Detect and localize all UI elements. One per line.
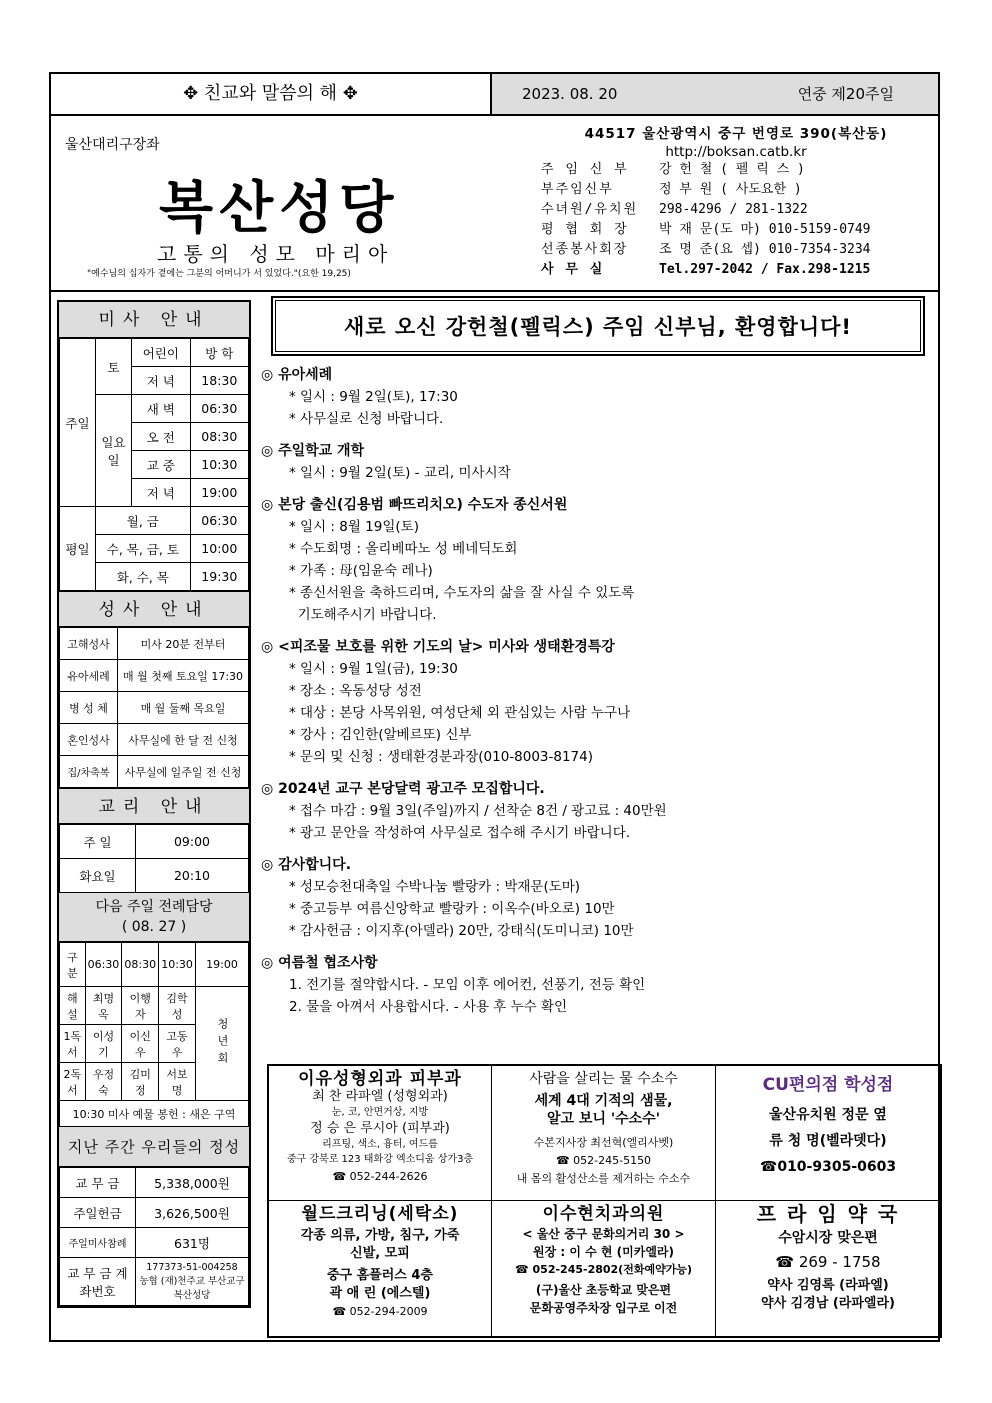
ad-line: 알고 보니 '수소수' — [547, 1111, 660, 1127]
mass-time: 18:30 — [190, 367, 248, 395]
liturgy-name: 이성기 — [85, 1025, 122, 1063]
account-holder: 복산성당 — [173, 1289, 211, 1301]
offering-value: 631명 — [136, 1228, 249, 1258]
account-label: 교 무 금 계좌번호 — [60, 1258, 136, 1306]
ads-grid — [267, 1064, 942, 1338]
notice-line: * 사무실로 신청 바랍니다. — [289, 411, 444, 427]
ad-pharmacy — [716, 1201, 940, 1336]
notice-line: * 가족 : 母(임윤숙 레나) — [289, 563, 433, 579]
banner-text: 새로 오신 강헌철(펠릭스) 주임 신부님, 환영합니다! — [275, 300, 921, 352]
sunday-day-label: 일요일 — [96, 395, 132, 507]
liturgy-col-header: 08:30 — [122, 943, 159, 987]
top-bar — [51, 74, 938, 116]
mass-schedule — [57, 300, 251, 1308]
sacrament-table — [59, 627, 249, 788]
notice-line: 1. 전기를 절약합시다. - 모임 이후 에어컨, 선풍기, 전등 확인 — [289, 977, 646, 993]
mass-time: 06:30 — [190, 395, 248, 423]
notice-line: * 접수 마감 : 9월 3일(주일)까지 / 선착순 8건 / 광고료 : 40만원 — [289, 803, 667, 819]
sacrament-title: 성사 안내 — [59, 591, 249, 627]
staff-label: 부주임신부 — [541, 182, 614, 197]
liturgy-name: 서보명 — [159, 1063, 196, 1101]
ad-line: ☎ 052-294-2009 — [332, 1305, 428, 1318]
catechism-day: 화요일 — [60, 859, 136, 893]
liturgy-col-header: 06:30 — [85, 943, 122, 987]
staff-row — [541, 220, 931, 240]
offering-name: 교 무 금 — [60, 1168, 136, 1198]
liturgy-name: 김학성 — [159, 987, 196, 1025]
notice-line: * 감사헌금 : 이지후(아델라) 20만, 강태식(도미니코) 10만 — [289, 923, 634, 939]
ad-line: ☎ 052-245-2802(전화예약가능) — [514, 1263, 692, 1276]
liturgy-role: 해 설 — [60, 987, 86, 1025]
ad-dental — [492, 1201, 716, 1336]
ad-line: 눈, 코, 안면거상, 지방 — [331, 1107, 429, 1118]
ad-line: ☎ 052-244-2626 — [332, 1170, 428, 1183]
notice-line: 2. 물을 아껴서 사용합시다. - 사용 후 누수 확인 — [289, 999, 568, 1015]
saturday-label: 토 — [96, 339, 132, 395]
liturgy-header — [59, 893, 249, 942]
notice-line: 기도해주시기 바랍니다. — [289, 607, 437, 623]
bulletin-frame — [49, 72, 940, 1342]
ad-title: 사람을 살리는 물 수소수 — [529, 1071, 678, 1087]
ad-line: 내 몸의 활성산소를 제거하는 수소수 — [516, 1172, 691, 1185]
ad-water — [492, 1066, 716, 1201]
mass-name: 월, 금 — [96, 507, 191, 535]
ad-laundry — [269, 1201, 492, 1336]
offering-value: 3,626,500원 — [136, 1198, 249, 1228]
mass-name: 저 녁 — [132, 367, 191, 395]
notice-title: ◎ 주일학교 개학 — [261, 443, 365, 459]
mass-name: 저 녁 — [132, 479, 191, 507]
notice-item — [261, 636, 931, 768]
catechism-table — [59, 824, 249, 893]
ad-line: 정 승 은 루시아 (피부과) — [310, 1121, 450, 1136]
account-info — [136, 1258, 249, 1306]
staff-label: 선종봉사회장 — [541, 242, 629, 257]
notice-line: * 일시 : 9월 2일(토) - 교리, 미사시작 — [289, 465, 511, 481]
catechism-time: 09:00 — [136, 825, 249, 859]
ad-line: 중구 강북로 123 태화강 엑소디움 상가3층 — [286, 1154, 474, 1165]
notice-title: ◎ 여름철 협조사항 — [261, 955, 378, 971]
notice-title: ◎ <피조물 보호를 위한 기도의 날> 미사와 생태환경특강 — [261, 639, 615, 655]
liturgy-youth: 청년회 — [195, 987, 248, 1101]
notice-line: * 종신서원을 축하드리며, 수도자의 삶을 잘 사실 수 있도록 — [289, 585, 635, 601]
notice-line: * 수도회명 : 올리베따노 성 베네딕도회 — [289, 541, 518, 557]
staff-label: 주 임 신 부 — [541, 162, 629, 177]
ad-clinic — [269, 1066, 492, 1201]
ad-title: 프 라 임 약 국 — [756, 1202, 900, 1226]
notice-line: * 일시 : 8월 19일(토) — [289, 519, 419, 535]
notice-title: ◎ 감사합니다. — [261, 857, 352, 873]
ad-line: 세계 4대 기적의 샘물, — [534, 1093, 673, 1109]
ad-line: 수암시장 맞은편 — [778, 1230, 878, 1246]
staff-label: 수녀원/유치원 — [541, 202, 639, 217]
staff-value: 박 재 문(도 마) 010-5159-0749 — [659, 222, 871, 237]
notice-item — [261, 952, 931, 1018]
ad-title: 이유성형외과 피부과 — [298, 1069, 462, 1089]
patron-name: 고통의 성모 마리아 — [157, 242, 395, 266]
offering-title: 지난 주간 우리들의 정성 — [59, 1127, 249, 1167]
mass-name: 수, 목, 금, 토 — [96, 535, 191, 563]
mass-time: 10:00 — [190, 535, 248, 563]
liturgy-col-header: 19:00 — [195, 943, 248, 987]
sunday-label: 주일 — [60, 339, 96, 507]
date-bar — [492, 74, 938, 114]
notice-item — [261, 494, 931, 626]
offering-table — [59, 1167, 249, 1306]
notice-item — [261, 854, 931, 942]
catechism-day: 주 일 — [60, 825, 136, 859]
notice-line: * 일시 : 9월 2일(토), 17:30 — [289, 389, 458, 405]
ad-line: 문화공영주차장 입구로 이전 — [529, 1301, 678, 1315]
ad-line: 약사 김영록 (라파엘) — [767, 1278, 889, 1293]
sacrament-value: 미사 20분 전부터 — [118, 628, 249, 660]
contact-block — [541, 122, 931, 280]
sacrament-name: 유아세례 — [60, 660, 118, 692]
liturgy-col-header: 구 분 — [60, 943, 86, 987]
mass-title: 미사 안내 — [59, 302, 249, 338]
ad-line: (구)울산 초등학교 맞은편 — [535, 1283, 672, 1297]
mass-name: 새 벽 — [132, 395, 191, 423]
notice-line: * 문의 및 신청 : 생태환경분과장(010-8003-8174) — [289, 749, 594, 765]
staff-row — [541, 260, 931, 280]
ad-line: 원장 : 이 수 현 (미카엘라) — [533, 1245, 674, 1259]
staff-list — [541, 160, 931, 280]
mass-name: 어린이 — [132, 339, 191, 367]
ad-line: 신발, 모피 — [350, 1246, 410, 1261]
staff-value: 298-4296 / 281-1322 — [659, 202, 808, 217]
ad-line: ☎ 269 - 1758 — [775, 1253, 881, 1271]
notice-line: * 장소 : 옥동성당 성전 — [289, 683, 422, 699]
mass-time: 06:30 — [190, 507, 248, 535]
ad-line: 최 찬 라파엘 (성형외과) — [312, 1089, 448, 1104]
liturgy-name: 고동우 — [159, 1025, 196, 1063]
notice-item — [261, 440, 931, 484]
liturgy-role: 1독서 — [60, 1025, 86, 1063]
liturgy-col-header: 10:30 — [159, 943, 196, 987]
diocese-label: 울산대리구장좌 — [65, 137, 160, 153]
scripture-quote: "예수님의 십자가 곁에는 그분의 어머니가 서 있었다."(요한 19,25) — [87, 269, 351, 279]
liturgy-name: 최명옥 — [85, 987, 122, 1025]
ad-title: 이수현치과의원 — [542, 1204, 665, 1224]
offering-value: 5,338,000원 — [136, 1168, 249, 1198]
ad-title: 월드크리닝(세탁소) — [301, 1204, 459, 1224]
sacrament-value: 매 월 첫째 토요일 17:30 — [118, 660, 249, 692]
ad-line: 약사 김경남 (라파엘라) — [761, 1296, 895, 1311]
ad-line: ☎ 052-245-5150 — [555, 1154, 652, 1167]
staff-label: 사 무 실 — [541, 262, 605, 277]
mass-name: 교 중 — [132, 451, 191, 479]
weekday-label: 평일 — [60, 507, 96, 591]
account-number: 177373-51-004258 — [146, 1261, 238, 1273]
staff-row — [541, 240, 931, 260]
notice-item — [261, 364, 931, 430]
ad-line: 리프팅, 색소, 흉터, 여드름 — [322, 1139, 438, 1150]
sacrament-name: 집/차축복 — [60, 756, 118, 788]
staff-row — [541, 200, 931, 220]
ad-title: CU편의점 학성점 — [762, 1075, 894, 1095]
liturgy-name: 이신우 — [122, 1025, 159, 1063]
sidebar — [57, 300, 251, 1308]
church-website[interactable]: http://boksan.catb.kr — [665, 144, 807, 160]
staff-value: 강 헌 철 ( 펠 릭 스 ) — [659, 162, 805, 177]
bulletin-date: 2023. 08. 20 — [522, 85, 618, 103]
mass-time: 19:30 — [190, 563, 248, 591]
welcome-banner — [271, 296, 925, 356]
mass-time: 08:30 — [190, 423, 248, 451]
notice-line: * 광고 문안을 작성하여 사무실로 접수해 주시기 바랍니다. — [289, 825, 631, 841]
sacrament-value: 매 월 둘째 목요일 — [118, 692, 249, 724]
mass-time: 방 학 — [190, 339, 248, 367]
mass-time: 19:00 — [190, 479, 248, 507]
year-motto: ✥ 친교와 말씀의 해 ✥ — [51, 74, 492, 114]
liturgy-name: 김미정 — [122, 1063, 159, 1101]
mass-name: 화, 수, 목 — [96, 563, 191, 591]
liturgy-name: 우정숙 — [85, 1063, 122, 1101]
staff-value: 조 명 준(요 셉) 010-7354-3234 — [659, 242, 871, 257]
ad-line: < 울산 중구 문화의거리 30 > — [522, 1227, 685, 1241]
liturgy-table — [59, 942, 249, 1127]
liturgy-role: 2독서 — [60, 1063, 86, 1101]
liturgical-week: 연중 제20주일 — [797, 85, 894, 103]
staff-label: 평 협 회 장 — [541, 222, 629, 237]
mass-time: 10:30 — [190, 451, 248, 479]
account-bank: 농협 (재)천주교 부산교구 — [139, 1275, 245, 1287]
catechism-title: 교리 안내 — [59, 788, 249, 824]
offering-name: 주일헌금 — [60, 1198, 136, 1228]
ad-line: 류 청 명(벨라뎃다) — [769, 1133, 887, 1149]
sacrament-value: 사무실에 일주일 전 신청 — [118, 756, 249, 788]
catechism-time: 20:10 — [136, 859, 249, 893]
liturgy-name: 이행자 — [122, 987, 159, 1025]
ad-store — [716, 1066, 940, 1201]
ad-line: 각종 의류, 가방, 침구, 가죽 — [300, 1228, 460, 1243]
notice-title: ◎ 본당 출신(김용범 빠뜨리치오) 수도자 종신서원 — [261, 497, 568, 513]
staff-value: Tel.297-2042 / Fax.298-1215 — [659, 262, 871, 277]
staff-row — [541, 180, 931, 200]
sacrament-name: 병 성 체 — [60, 692, 118, 724]
liturgy-note: 10:30 미사 예물 봉헌 : 새은 구역 — [60, 1101, 249, 1127]
notice-line: * 일시 : 9월 1일(금), 19:30 — [289, 661, 458, 677]
mass-name: 오 전 — [132, 423, 191, 451]
offering-name: 주일미사참례 — [60, 1228, 136, 1258]
sacrament-name: 혼인성사 — [60, 724, 118, 756]
sacrament-name: 고해성사 — [60, 628, 118, 660]
notice-line: * 성모승천대축일 수박나눔 빨랑카 : 박재문(도마) — [289, 879, 581, 895]
ad-line: 곽 애 린 (에스텔) — [329, 1286, 431, 1301]
sacrament-value: 사무실에 한 달 전 신청 — [118, 724, 249, 756]
mass-table — [59, 338, 249, 591]
notice-item — [261, 778, 931, 844]
notice-title: ◎ 2024년 교구 본당달력 광고주 모집합니다. — [261, 781, 545, 797]
notice-line: * 강사 : 김인한(알베르또) 신부 — [289, 727, 472, 743]
notice-list — [261, 364, 931, 1028]
notice-title: ◎ 유아세례 — [261, 367, 333, 383]
church-address: 44517 울산광역시 중구 번영로 390(복산동) — [584, 126, 888, 142]
masthead — [51, 116, 938, 292]
ad-line: ☎010-9305-0603 — [759, 1159, 897, 1175]
ad-line: 울산유치원 정문 옆 — [769, 1107, 887, 1123]
staff-value: 정 부 원 ( 사도요한 ) — [659, 182, 802, 197]
ad-line: 중구 홈플러스 4층 — [326, 1268, 433, 1283]
staff-row — [541, 160, 931, 180]
notice-line: * 대상 : 본당 사목위원, 여성단체 외 관심있는 사람 누구나 — [289, 705, 631, 721]
notice-line: * 중고등부 여름신앙학교 빨랑카 : 이옥수(바오로) 10만 — [289, 901, 615, 917]
ad-line: 수본지사장 최선혁(엘리사벳) — [533, 1136, 674, 1149]
liturgy-title: 다음 주일 전례담당 — [95, 899, 213, 915]
church-name: 복산성당 — [159, 175, 400, 241]
liturgy-date: ( 08. 27 ) — [121, 919, 187, 935]
